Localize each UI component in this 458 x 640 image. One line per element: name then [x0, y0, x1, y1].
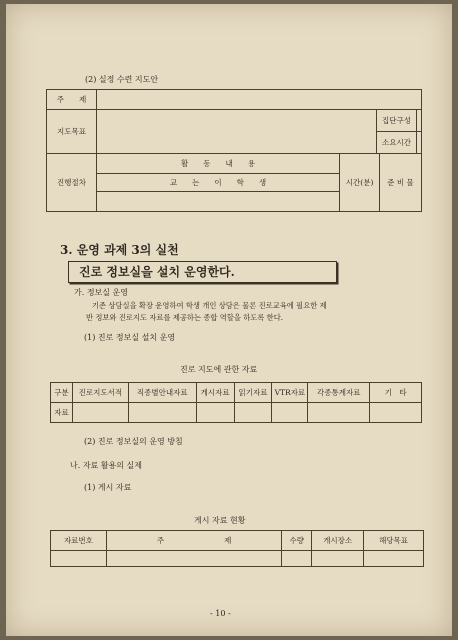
career-header-3: 게시자료	[196, 383, 234, 403]
posting-header-3: 게시장소	[312, 531, 364, 551]
career-cell	[272, 403, 308, 423]
sub-2-heading: (2) 진로 정보실의 운영 방침	[84, 437, 183, 446]
student-label: 교 는 이 학 생	[96, 174, 339, 192]
career-header-4: 읽기자료	[234, 383, 272, 403]
posting-table	[50, 530, 424, 567]
boxed-title-text: 진로 정보실을 설치 운영한다.	[79, 265, 235, 279]
goal-cell	[96, 110, 376, 154]
main-heading: 3. 운영 과제 3의 실천	[60, 243, 179, 257]
career-table	[50, 382, 422, 423]
career-header-5: VTR자료	[272, 383, 308, 403]
group-cell	[416, 110, 421, 132]
topic-cell	[96, 90, 421, 110]
career-cell	[234, 403, 272, 423]
topic-label: 주 제	[47, 90, 97, 110]
posting-table-caption: 게시 자료 현황	[194, 516, 246, 525]
lesson-plan-table	[46, 89, 422, 154]
goal-label: 지도목표	[47, 110, 97, 154]
career-header-2: 직종별안내자료	[128, 383, 196, 403]
process-table	[46, 153, 422, 212]
career-header-7: 기 타	[370, 383, 422, 403]
career-cell	[196, 403, 234, 423]
posting-cell	[51, 551, 107, 567]
posting-cell	[364, 551, 424, 567]
career-header-6: 각종통계자료	[308, 383, 370, 403]
posting-cell	[106, 551, 281, 567]
posting-header-4: 해당목표	[364, 531, 424, 551]
process-blank-cell	[96, 192, 339, 212]
career-table-caption: 진로 지도에 관한 자료	[180, 365, 258, 374]
page-number: - 10 -	[210, 609, 231, 618]
career-header-0: 구분	[51, 383, 73, 403]
career-header-1: 진로지도서적	[72, 383, 128, 403]
item-ga-body-1: 기존 상담실을 확장 운영하여 학생 개인 상담은 물론 진로교육에 필요한 제	[92, 301, 327, 310]
career-cell	[308, 403, 370, 423]
document-page	[6, 4, 452, 636]
section-2-heading: (2) 실정 수련 지도안	[85, 75, 159, 84]
posting-cell	[282, 551, 312, 567]
item-na-title: 나. 자료 활용의 실제	[70, 461, 142, 470]
time-cell	[416, 132, 421, 154]
group-label: 집단구성	[377, 110, 417, 132]
career-cell	[72, 403, 128, 423]
career-row-label: 자료	[51, 403, 73, 423]
process-label: 진행절차	[47, 154, 97, 212]
item-ga-title: 가. 정보실 운영	[74, 288, 128, 297]
posting-header-2: 수량	[282, 531, 312, 551]
career-cell	[370, 403, 422, 423]
posting-cell	[312, 551, 364, 567]
sub-1-heading: (1) 진로 정보실 설치 운영	[84, 333, 176, 342]
item-ga-body-2: 반 정보와 진로지도 자료를 제공하는 종합 역할을 하도록 한다.	[86, 313, 284, 322]
career-cell	[128, 403, 196, 423]
materials-label: 준 비 물	[380, 154, 422, 212]
sub-posting-heading: (1) 게시 자료	[84, 483, 132, 492]
activity-label: 활 동 내 용	[96, 154, 339, 174]
time-label: 소요시간	[377, 132, 417, 154]
boxed-title	[68, 261, 337, 283]
minutes-label: 시간(분)	[340, 154, 380, 212]
posting-header-0: 자료번호	[51, 531, 107, 551]
posting-header-1: 주 제	[106, 531, 281, 551]
